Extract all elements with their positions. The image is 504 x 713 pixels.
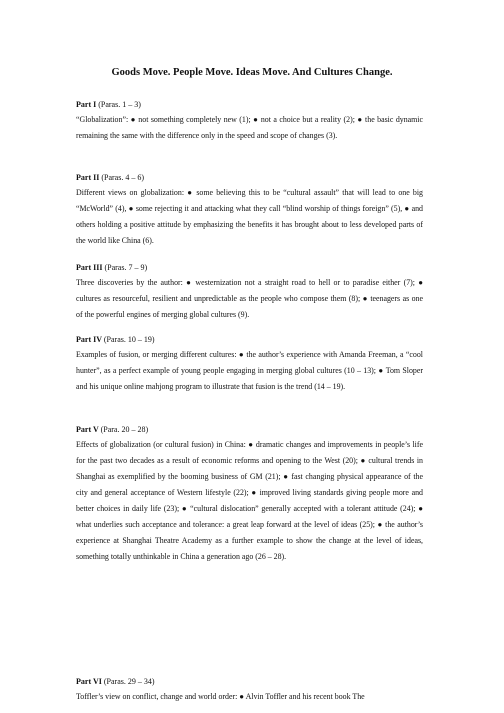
document-title: Goods Move. People Move. Ideas Move. And Cultures Change. <box>111 67 393 78</box>
part-6-summary: Toffler’s view on conflict, change and world order: ● Alvin Toffler and his recent book The <box>76 692 365 701</box>
part-3-summary: Three discoveries by the author: ● westernization not a straight road to hell or to paradise either (7); ● cultures as resourceful, resilient and unpredictable as the people who compose them (8); ● teenagers as one of the powerful engines of merging global cultures (9). <box>76 278 423 319</box>
part-5-heading <box>76 424 148 436</box>
part-5-label: Part V <box>76 425 99 434</box>
part-6-heading <box>76 676 155 688</box>
part-1-paras: (Paras. 1 – 3) <box>98 100 141 109</box>
part-4-heading <box>76 334 155 346</box>
part-2-heading <box>76 172 144 184</box>
part-5-paras: (Para. 20 – 28) <box>100 425 149 434</box>
part-4-summary: Examples of fusion, or merging different cultures: ● the author’s experience with Amanda Freeman, a “cool hunter”, as a perfect example of young people engaging in merging global cultures (10 – 13); ● Tom Sloper and his unique online mahjong program to illustrate that fusion is the trend (14 – 19). <box>76 350 423 391</box>
part-4-paras: (Paras. 10 – 19) <box>103 335 155 344</box>
part-3-label: Part III <box>76 263 103 272</box>
part-4-label: Part IV <box>76 335 102 344</box>
part-1-heading <box>76 99 141 111</box>
part-5-summary: Effects of globalization (or cultural fusion) in China: ● dramatic changes and improvements in people’s life for the past two decades as a result of economic reforms and opening to the West (20); ● cultural trends in Shanghai as exemplified by the booming business of GM (21); ● fast changing physical appearance of the city and general acceptance of Western lifestyle (22); ● improved living standards giving people more and better choices in daily life (23); ● “cultural dislocation” generally accepted with a tolerant attitude (24); ● what underlies such acceptance and tolerance: a great leap forward at the level of ideas (25); ● the author’s experience at Shanghai Theatre Academy as a further example to show the change at the level of ideas, something totally unthinkable in China a generation ago (26 – 28). <box>76 440 423 561</box>
part-3-heading <box>76 262 147 274</box>
part-6-label: Part VI <box>76 677 102 686</box>
part-2-label: Part II <box>76 173 100 182</box>
part-1-summary: “Globalization”: ● not something completely new (1); ● not a choice but a reality (2); ● the basic dynamic remaining the same with the difference only in the speed and scope of changes (3). <box>76 115 423 140</box>
part-2-summary: Different views on globalization: ● some believing this to be “cultural assault” that will lead to one big “McWorld” (4), ● some rejecting it and attacking what they call “blind worship of things foreign” (5), ● and others holding a positive attitude by emphasizing the benefits it has brought about to less developed parts of the world like China (6). <box>76 188 423 245</box>
part-1-label: Part I <box>76 100 97 109</box>
part-3-paras: (Paras. 7 – 9) <box>104 263 148 272</box>
part-2-paras: (Paras. 4 – 6) <box>101 173 144 182</box>
part-6-paras: (Paras. 29 – 34) <box>103 677 155 686</box>
